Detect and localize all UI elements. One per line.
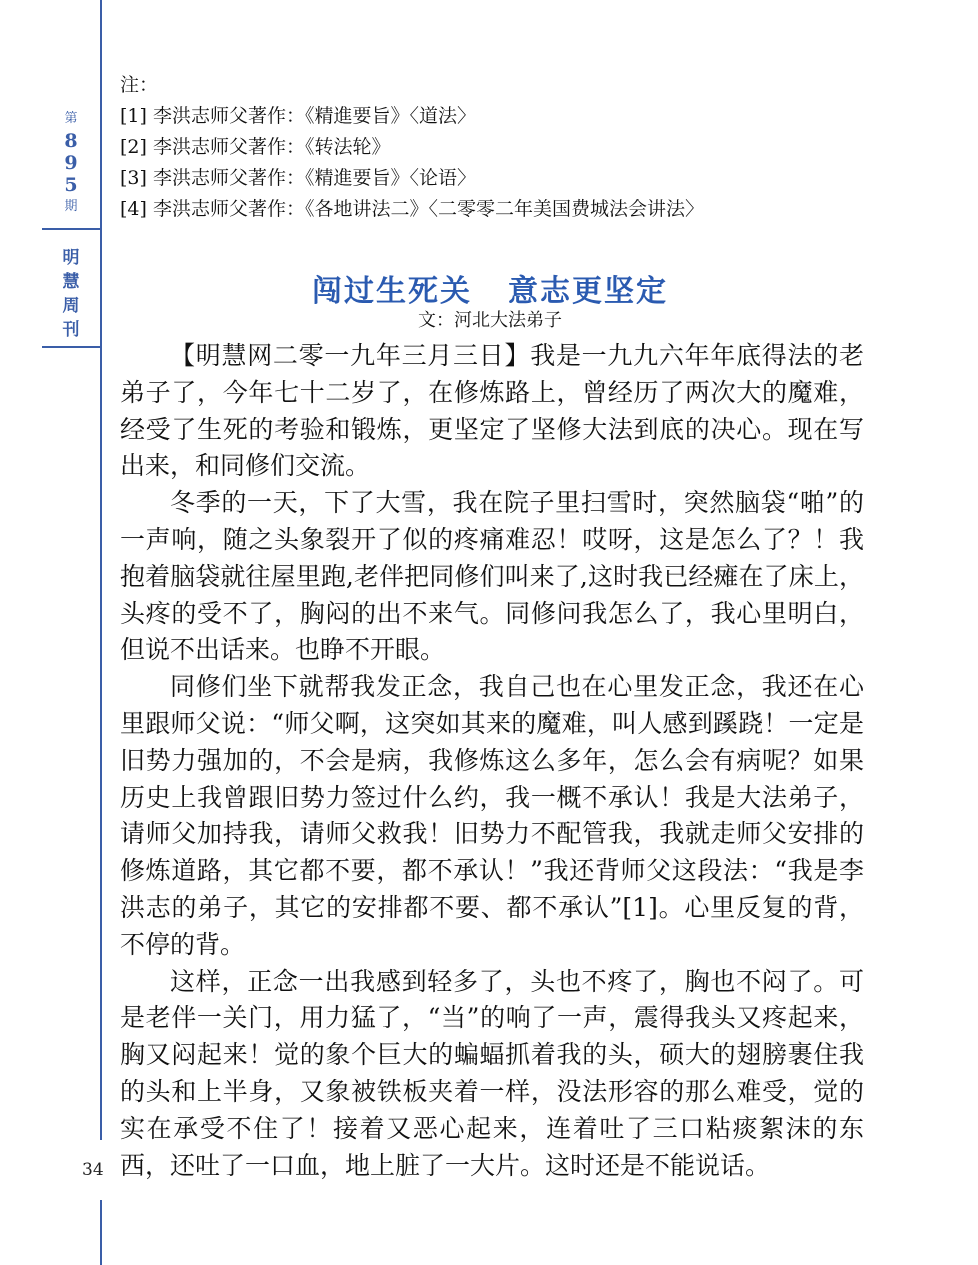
paragraph: 冬季的一天，下了大雪，我在院子里扫雪时，突然脑袋“啪”的一声响，随之头象裂开了似的疼痛难忍！哎呀，这是怎么了？！我抱着脑袋就往屋里跑,老伴把同修们叫来了,这时我已经瘫在了床上，头疼的受不了，胸闷的出不来气。同修问我怎么了，我心里明白，但说不出话来。也睁不开眼。 bbox=[120, 488, 864, 665]
sidebar-divider-bottom bbox=[42, 346, 100, 348]
article-author: 文：河北大法弟子 bbox=[418, 310, 562, 331]
article-title: 闯过生死关 意志更坚定 bbox=[312, 274, 668, 309]
footnote-item: [1] 李洪志师父著作：《精進要旨》〈道法〉 bbox=[120, 105, 476, 127]
publication-name: 明 慧 周 刊 bbox=[62, 248, 80, 340]
page-number: 34 bbox=[82, 1160, 104, 1180]
margin-rule-top bbox=[100, 0, 102, 1140]
footnotes bbox=[120, 70, 880, 225]
footnote-item: [3] 李洪志师父著作：《精進要旨》〈论语〉 bbox=[120, 167, 476, 189]
sidebar-divider-top bbox=[42, 228, 100, 230]
issue-number: 第 8 9 5 期 bbox=[64, 111, 78, 214]
footnote-item: [2] 李洪志师父著作：《转法轮》 bbox=[120, 136, 391, 158]
footnote-item: [4] 李洪志师父著作：《各地讲法二》〈二零零二年美国费城法会讲法〉 bbox=[120, 198, 704, 220]
paragraph: 同修们坐下就帮我发正念，我自己也在心里发正念，我还在心里跟师父说：“师父啊，这突如其来的魔难，叫人感到蹊跷！一定是旧势力强加的，不会是病，我修炼这么多年，怎么会有病呢？如果历史上我曾跟旧势力签过什么约，我一概不承认！我是大法弟子，请师父加持我，请师父救我！旧势力不配管我，我就走师父安排的修炼道路，其它都不要，都不承认！”我还背师父这段法：“我是李洪志的弟子，其它的安排都不要、都不承认”[1]。心里反复的背，不停的背。 bbox=[120, 672, 864, 959]
article-body bbox=[120, 338, 864, 1184]
paragraph: 这样，正念一出我感到轻多了，头也不疼了，胸也不闷了。可是老伴一关门，用力猛了，“当”的响了一声，震得我头又疼起来，胸又闷起来！觉的象个巨大的蝙蝠抓着我的头，硕大的翅膀裹住我的头和上半身，又象被铁板夹着一样，没法形容的那么难受，觉的实在承受不住了！接着又恶心起来，连着吐了三口粘痰絮沫的东西，还吐了一口血，地上脏了一大片。这时还是不能说话。 bbox=[120, 966, 864, 1180]
margin-rule-bottom bbox=[100, 1200, 102, 1265]
paragraph: 【明慧网二零一九年三月三日】我是一九九六年年底得法的老弟子了，今年七十二岁了，在修炼路上，曾经历了两次大的魔难，经受了生死的考验和锻炼，更坚定了坚修大法到底的决心。现在写出来，和同修们交流。 bbox=[120, 341, 864, 481]
footnotes-label: 注： bbox=[120, 74, 159, 96]
